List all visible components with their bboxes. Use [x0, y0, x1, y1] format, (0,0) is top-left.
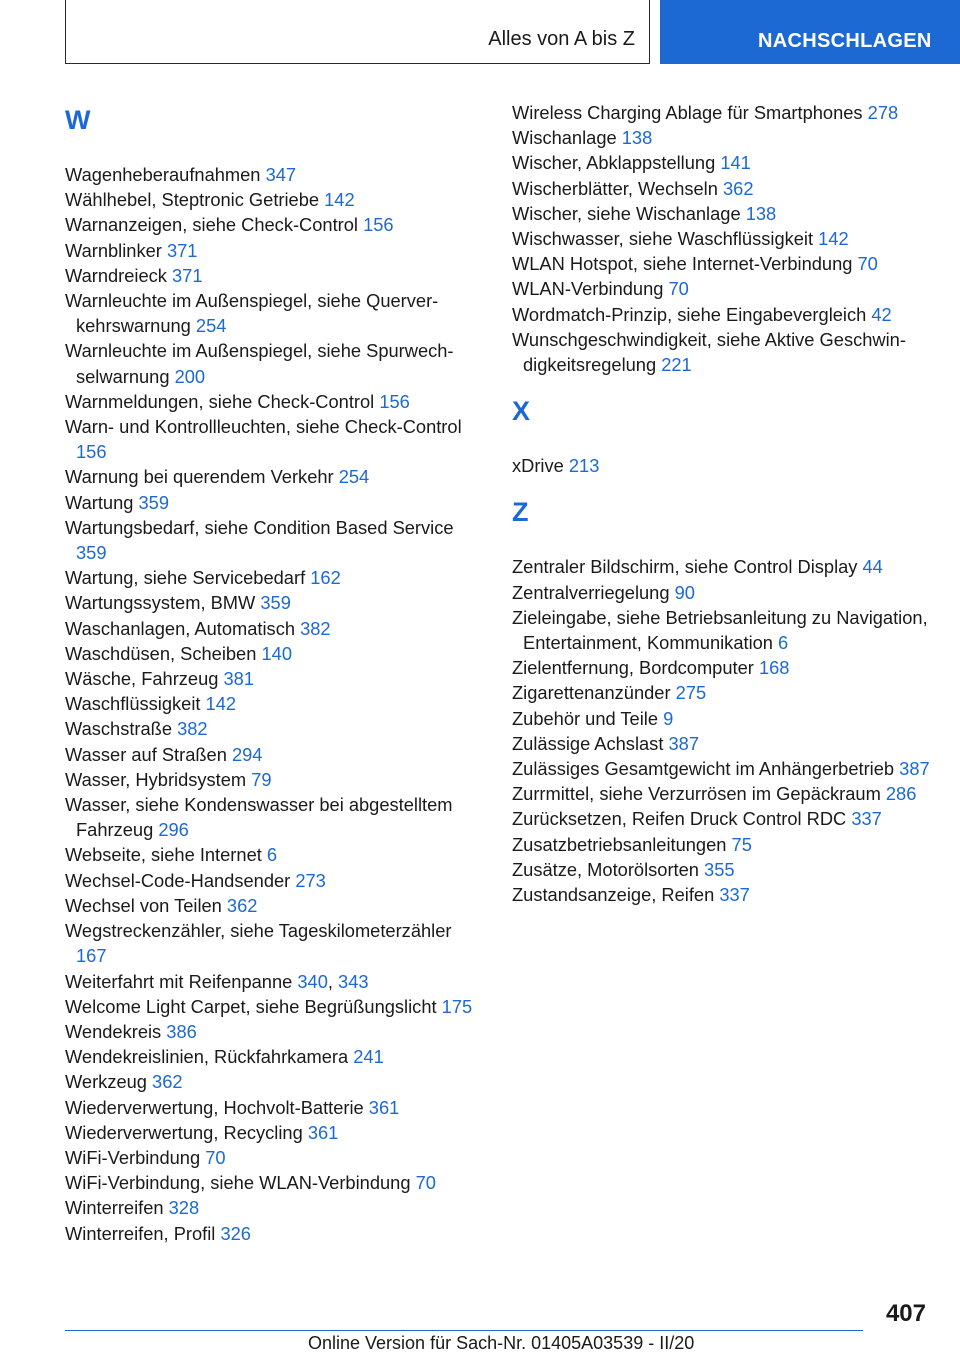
page-reference-link[interactable]: 167 [76, 945, 107, 967]
index-term: Zieleingabe, siehe Betriebsanleitung zu Navigation, Entertainment, Kommunikation [512, 606, 928, 654]
index-entry [65, 842, 485, 867]
index-entry [65, 212, 485, 237]
index-term: Wartungssystem, BMW [65, 592, 261, 614]
index-term: Wählhebel, Steptronic Getriebe [65, 189, 325, 211]
index-entry [512, 201, 932, 226]
index-entry [65, 918, 485, 968]
index-term: Wiederverwertung, Recycling [65, 1121, 308, 1143]
index-term: Wendekreis [65, 1020, 167, 1042]
index-term: Zustandsanzeige, Reifen [512, 884, 720, 906]
page-reference-link[interactable]: 156 [76, 441, 107, 463]
index-entry [65, 490, 485, 515]
index-entry [512, 176, 932, 201]
page-reference-link[interactable]: 70 [415, 1172, 436, 1194]
page-reference-link[interactable]: 142 [205, 693, 237, 715]
index-term: Wasser, Hybridsystem [65, 768, 252, 790]
index-entry [65, 238, 485, 263]
index-entry [512, 302, 932, 327]
index-entry [65, 288, 485, 338]
index-term: Zurücksetzen, Reifen Druck Control RDC [512, 808, 852, 830]
section-tab[interactable] [660, 0, 960, 64]
page-reference-link[interactable]: 9 [663, 707, 674, 729]
page-reference-link[interactable]: 70 [857, 253, 878, 275]
index-entry [65, 969, 485, 994]
index-entry [512, 251, 932, 276]
chapter-title: Alles von A bis Z [488, 28, 635, 50]
page-reference-link[interactable]: 273 [295, 869, 326, 891]
page-reference-link[interactable]: 340 [297, 970, 328, 992]
index-term: Wiederverwertung, Hochvolt-Batterie [65, 1096, 369, 1118]
index-entry [512, 655, 932, 680]
section-spacer [512, 478, 932, 492]
page-reference-link[interactable]: 381 [223, 668, 255, 690]
header-tab [65, 0, 650, 64]
index-term: Warnleuchte im Außenspiegel, siehe Querverkehrswarnung [65, 290, 439, 337]
page-reference-link[interactable]: 371 [172, 264, 203, 286]
page-reference-link[interactable]: 156 [363, 214, 394, 236]
index-term: Zielentfernung, Bordcomputer [512, 657, 759, 679]
index-letter-heading: X [512, 396, 531, 427]
index-column-right [512, 100, 932, 907]
index-term: Warnanzeigen, siehe Check-Control [65, 214, 364, 236]
page-reference-link[interactable]: 347 [265, 164, 297, 185]
index-term: Zentraler Bildschirm, siehe Control Display [512, 556, 863, 578]
index-entry [65, 1120, 485, 1145]
page-reference-link[interactable]: 142 [324, 189, 355, 211]
index-term: Zusätze, Motorölsorten [512, 858, 705, 880]
index-term: Wagenheberaufnahmen [65, 164, 266, 185]
index-entry [65, 893, 485, 918]
index-term: Zigarettenanzünder [512, 682, 676, 704]
index-letter-heading: Z [512, 497, 529, 528]
index-entry [512, 806, 932, 831]
page-reference-link[interactable]: 156 [379, 390, 410, 412]
index-term: Wasser auf Straßen [65, 743, 232, 765]
index-entry [512, 150, 932, 175]
index-term: Wartung [65, 491, 139, 513]
page-reference-link[interactable]: 42 [871, 303, 892, 325]
index-term: Wischerblätter, Wechseln [512, 177, 723, 199]
index-entry [65, 565, 485, 590]
index-entry [65, 1170, 485, 1195]
page-reference-link[interactable]: 168 [758, 657, 790, 679]
page-reference-link[interactable]: 326 [220, 1222, 251, 1244]
index-entry [65, 590, 485, 615]
page-reference-link[interactable]: 200 [174, 365, 206, 387]
index-entry [65, 389, 485, 414]
page-reference-link[interactable]: 254 [338, 466, 370, 488]
index-term: Wechsel von Teilen [65, 894, 227, 916]
page-reference-link[interactable]: 213 [568, 455, 600, 477]
page-reference-link[interactable]: 70 [205, 1146, 226, 1168]
page-reference-link[interactable]: 362 [226, 894, 258, 916]
index-term: Werkzeug [65, 1071, 153, 1093]
index-entry [512, 882, 932, 907]
page-reference-link[interactable]: 44 [862, 556, 883, 578]
index-entry [65, 742, 485, 767]
page-reference-link[interactable]: 294 [231, 743, 263, 765]
index-entry [512, 554, 932, 579]
page-reference-link[interactable]: 142 [818, 228, 849, 250]
index-term: Zentralverriegelung [512, 581, 675, 603]
index-term: Wischwasser, siehe Waschflüssigkeit [512, 228, 819, 250]
page-reference-link[interactable]: 371 [166, 239, 198, 261]
page-reference-link[interactable]: 359 [138, 491, 170, 513]
index-term: Zulässige Achslast [512, 732, 669, 754]
page-reference-link[interactable]: 221 [661, 354, 692, 376]
index-entry [65, 162, 485, 187]
page-reference-link[interactable]: 141 [720, 152, 751, 174]
index-entry [65, 1095, 485, 1120]
index-term: Warnmeldungen, siehe Check-Control [65, 390, 380, 412]
page-reference-link[interactable]: 138 [621, 127, 653, 149]
index-entry [512, 125, 932, 150]
index-entry [512, 857, 932, 882]
page-reference-link[interactable]: 387 [668, 732, 699, 754]
page-reference-link[interactable]: 362 [723, 177, 754, 199]
page-reference-link[interactable]: 387 [899, 758, 930, 780]
index-term: Warnblinker [65, 239, 167, 261]
index-entry [65, 464, 485, 489]
page-reference-link[interactable]: 355 [704, 858, 735, 880]
page-reference-link[interactable]: 90 [674, 581, 695, 603]
index-entry [65, 994, 485, 1019]
index-term: Webseite, siehe Internet [65, 844, 267, 866]
index-entry [65, 1221, 485, 1246]
index-term: Wasser, siehe Kondenswasser bei abgestelltem Fahrzeug [65, 794, 453, 841]
index-entry [512, 706, 932, 731]
index-term: Warn- und Kontrollleuchten, siehe Check-Control [65, 416, 462, 438]
page-reference-link[interactable]: 286 [885, 783, 917, 805]
index-entry [65, 187, 485, 212]
page-reference-link[interactable]: 296 [158, 819, 189, 841]
index-entry [65, 515, 485, 565]
index-entry [512, 605, 932, 655]
index-term: Wordmatch-Prinzip, siehe Eingabevergleich [512, 303, 872, 325]
page-reference-link[interactable]: 275 [675, 682, 707, 704]
page-reference-link[interactable]: 359 [76, 542, 107, 564]
index-term: Wegstreckenzähler, siehe Tageskilometerzähler [65, 920, 452, 942]
index-entry [512, 832, 932, 857]
page-reference-link[interactable]: 386 [166, 1020, 197, 1042]
index-term: Waschflüssigkeit [65, 693, 206, 715]
index-entry [65, 263, 485, 288]
page-reference-link[interactable]: 241 [353, 1046, 384, 1068]
page-reference-link[interactable]: 175 [441, 995, 473, 1017]
index-entry [65, 414, 485, 464]
index-entry [512, 781, 932, 806]
page-reference-link[interactable]: 162 [310, 567, 341, 589]
page-reference-link[interactable]: 75 [731, 833, 752, 855]
index-entry [65, 868, 485, 893]
index-term: Warndreieck [65, 264, 173, 286]
index-entry [65, 641, 485, 666]
index-term: Waschstraße [65, 718, 178, 740]
index-term: Winterreifen, Profil [65, 1222, 221, 1244]
index-term: Welcome Light Carpet, siehe Begrüßungslicht [65, 995, 442, 1017]
index-entry [65, 1044, 485, 1069]
page-reference-link[interactable]: 140 [261, 642, 292, 664]
index-entry [65, 1195, 485, 1220]
index-entry [65, 666, 485, 691]
page-separator: , [327, 970, 339, 992]
page-reference-link[interactable]: 361 [307, 1121, 339, 1143]
index-term: Wäsche, Fahrzeug [65, 668, 224, 690]
index-entry [65, 716, 485, 741]
index-term: Wischer, Abklappstellung [512, 152, 721, 174]
index-term: WiFi-Verbindung, siehe WLAN-Verbindung [65, 1172, 416, 1194]
index-entry [65, 338, 485, 388]
index-term: WLAN Hotspot, siehe Internet-Verbindung [512, 253, 858, 275]
page-number: 407 [885, 1300, 926, 1327]
page-reference-link[interactable]: 278 [867, 102, 899, 123]
index-entry [512, 453, 932, 478]
index-term: Wartungsbedarf, siehe Condition Based Service [65, 516, 454, 538]
index-entry [512, 756, 932, 781]
index-letter-heading: W [65, 105, 91, 135]
page-reference-link[interactable]: 361 [368, 1096, 400, 1118]
section-label: NACHSCHLAGEN [758, 30, 932, 52]
page-reference-link[interactable]: 328 [168, 1197, 200, 1219]
page-reference-link[interactable]: 79 [251, 768, 272, 790]
index-entry [512, 226, 932, 251]
index-entry [512, 731, 932, 756]
index-term: WiFi-Verbindung [65, 1146, 206, 1168]
index-term: Waschdüsen, Scheiben [65, 642, 262, 664]
index-term: Zurrmittel, siehe Verzurrösen im Gepäckraum [512, 783, 886, 805]
index-term: Weiterfahrt mit Reifenpanne [65, 970, 298, 992]
page-reference-link[interactable]: 138 [745, 202, 777, 224]
index-entry [65, 1069, 485, 1094]
index-term: Zusatzbetriebsanleitungen [512, 833, 732, 855]
index-term: Wechsel-Code-Handsender [65, 869, 296, 891]
index-term: Wischanlage [512, 127, 622, 149]
index-entry [65, 1019, 485, 1044]
index-term: Warnung bei querendem Verkehr [65, 466, 339, 488]
index-column-left [65, 100, 485, 1246]
page-reference-link[interactable]: 382 [177, 718, 208, 740]
index-term: Wischer, siehe Wischanlage [512, 202, 746, 224]
index-term: Wunschgeschwindigkeit, siehe Aktive Geschwindigkeitsregelung [512, 328, 906, 376]
page-reference-link[interactable]: 343 [338, 970, 369, 992]
footer-divider [65, 1330, 863, 1331]
index-term: WLAN-Verbindung [512, 278, 669, 300]
page-reference-link[interactable]: 382 [300, 617, 331, 639]
section-spacer [512, 377, 932, 391]
page-reference-link[interactable]: 6 [778, 632, 789, 654]
index-term: Wartung, siehe Servicebedarf [65, 567, 311, 589]
page-reference-link[interactable]: 337 [851, 808, 882, 830]
index-entry [65, 792, 485, 842]
index-term: Winterreifen [65, 1197, 169, 1219]
index-entry [512, 680, 932, 705]
page-reference-link[interactable]: 6 [266, 844, 278, 866]
index-term: xDrive [512, 455, 569, 477]
index-term: Waschanlagen, Automatisch [65, 617, 301, 639]
index-term: Wireless Charging Ablage für Smartphones [512, 102, 868, 123]
page-reference-link[interactable]: 337 [719, 884, 750, 906]
index-term: Zubehör und Teile [512, 707, 664, 729]
index-entry [512, 100, 932, 125]
index-entry [65, 616, 485, 641]
online-version-note: Online Version für Sach-Nr. 01405A03539 - II/20 [308, 1333, 695, 1353]
page-reference-link[interactable]: 359 [260, 592, 291, 614]
index-term: Warnleuchte im Außenspiegel, siehe Spurwechselwarnung [65, 340, 454, 387]
page-reference-link[interactable]: 254 [195, 315, 227, 337]
page-reference-link[interactable]: 362 [152, 1071, 183, 1093]
index-term: Wendekreislinien, Rückfahrkamera [65, 1046, 354, 1068]
index-entry [512, 327, 932, 377]
index-entry [512, 276, 932, 301]
page-reference-link[interactable]: 70 [668, 278, 689, 300]
index-entry [512, 580, 932, 605]
index-term: Zulässiges Gesamtgewicht im Anhängerbetrieb [512, 758, 900, 780]
index-entry [65, 1145, 485, 1170]
index-entry [65, 691, 485, 716]
index-entry [65, 767, 485, 792]
